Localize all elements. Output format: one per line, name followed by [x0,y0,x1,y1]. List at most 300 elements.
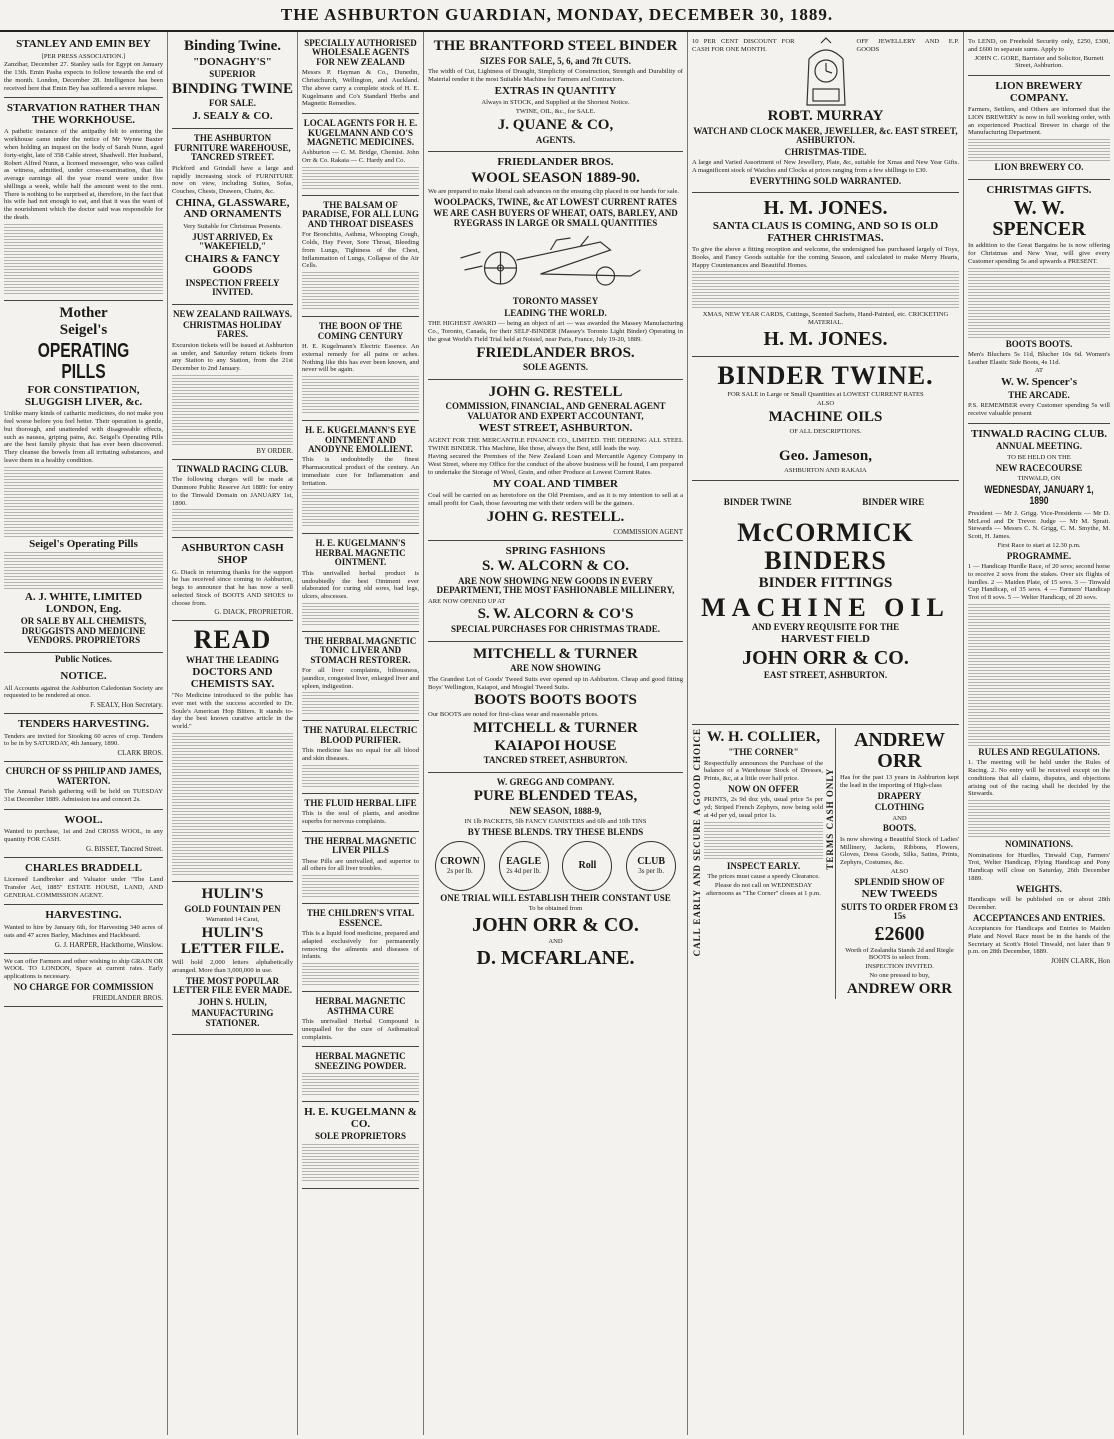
collier-andrew-row [692,725,959,1003]
tenders-ad [4,714,163,762]
fluid-title: THE FLUID HERBAL LIFE [304,797,417,808]
children-ad [302,904,419,992]
magnetic-body: This unrivalled herbal product is undoubtedly the best Ointment ever elaborated for curing old sores, bad legs, ulcers, abscesses. [302,569,419,601]
commission-agent: COMMISSION AGENT [613,527,683,536]
letter-file-title: HULIN'S LETTER FILE. [180,924,285,957]
text-filler [968,800,1110,838]
discount-label: 10 PER CENT DISCOUNT FOR CASH FOR ONE MONTH. [692,38,795,53]
murray-trade: WATCH AND CLOCK MAKER, JEWELLER, &c. EAST STREET, ASHBURTON. [693,125,958,146]
warranted-label: Warranted 14 Carat, [205,916,260,924]
wool-season-title: WOOL SEASON 1889-90. [471,169,640,186]
alcorn-body: ARE NOW SHOWING NEW GOODS IN EVERY DEPARTMENT, THE MOST FASHIONABLE MILLINERY, [436,575,675,596]
alcorn-name: S. W. ALCORN & CO. [481,558,630,575]
sole-proprietors: SOLE PROPRIETORS [314,1131,407,1142]
badge-club-price: 3s per lb. [638,867,665,876]
text-filler [968,268,1110,338]
braddell-body: Licensed Landbroker and Valuator under "The Land Transfer Act, 1885" ESTATE HOUSE, LAND, AND GENERAL COMMISSION AGENT. [4,876,163,899]
christmas-tide: CHRISTMAS-TIDE. [784,146,867,157]
badge-roll [562,841,612,891]
weights-title: WEIGHTS. [1016,883,1062,894]
text-filler [172,805,293,875]
seigel-sub: Seigel's Operating Pills [29,537,138,550]
binding-label: BINDING TWINE [172,80,293,97]
balsam-ad [302,196,419,317]
cash-shop-title: ASHBURTON CASH SHOP [181,542,284,566]
tinwald-meeting-ad [968,424,1110,969]
tea-ad [428,773,683,975]
china-label: CHINA, GLASSWARE, AND ORNAMENTS [175,196,290,221]
letter-file-body: Will hold 2,000 letters alphabetically arranged. More than 3,000,000 in use. [172,959,293,975]
starvation-body: A pathetic instance of the antipathy felt to entering the workhouse came under the notice of Mr Wynne Baxter when holding an inquest on the body of Sarah Nunn, aged forty-eight, late of 358 Cable street, Shadwell. Her husband, Robert Alfred Nunn, a licensed messenger, who was called as witness, admitted, under cross-examination, that his average earnings all the year round were under five shillings a week, while half the amount went to the rent. There is nothing to be surprised at, therefore, in the fact that his wife had not enough to eat, and that it was the want of the nourishment which the doctor said was responsible for the death. [4,128,163,221]
cash-buyers-label: WE ARE CASH BUYERS OF WHEAT, OATS, BARLEY, AND RYEGRASS IN LARGE OR SMALL QUANTITIES [433,208,678,228]
text-filler [302,963,419,985]
tinwald-title: TINWALD RACING CLUB. [971,427,1107,440]
quane-sub: AGENTS. [535,134,576,145]
chairs-label: CHAIRS & FANCY GOODS [184,252,281,277]
snuff-title: HERBAL MAGNETIC SNEEZING POWDER. [314,1051,407,1071]
no-press-label: No one pressed to buy, [869,971,930,979]
seigel-for: FOR CONSTIPATION, SLUGGISH LIVER, &c. [24,384,143,408]
woolpacks-label: WOOLPACKS, TWINE, &c AT LOWEST CURRENT RATES [434,197,677,208]
friedlander-ad [428,152,683,380]
orr-binders-ad [692,481,959,726]
brantford-title: THE BRANTFORD STEEL BINDER [433,38,678,54]
twine-ad [172,34,293,129]
stanley-credit: [PER PRESS ASSOCIATION.] [41,52,126,60]
quane-name: J. QUANE & CO, [497,116,614,133]
starvation-title: STARVATION RATHER THAN THE WORKHOUSE. [6,102,161,126]
furniture-body: Pickford and Grindall have a large and rapidly increasing stock of FURNITURE now on view, including Suites, Sofas, Couches, Chests, Drawers, Chairs, &c. [172,164,293,196]
cash-shop-signature: G. DIACK, PROPRIETOR. [214,608,293,617]
packets-label: IN 1lb PACKETS, 5lb FANCY CANISTERS and 6lb and 10lb TINS [464,818,647,826]
obtained-label: To be obtained from [528,905,583,913]
collier-ad [692,728,836,999]
wool-ad [4,810,163,858]
inspect-label: INSPECT EARLY. [726,860,801,871]
now-opened: ARE NOW OPENED UP AT [428,597,506,605]
wool-season-body: We are prepared to make liberal cash advances on the ensuing clip placed in our hands for sale. [428,188,680,196]
seigel-order: OR SALE BY ALL CHEMISTS, DRUGGISTS AND MEDICINE VENDORS. PROPRIETORS [20,616,147,646]
sealy-name: J. SEALY & CO. [192,109,273,122]
tonic-title: THE HERBAL MAGNETIC TONIC LIVER AND STOMACH RESTORER. [304,635,417,665]
drapery-label: DRAPERY [877,790,922,801]
vertical-call-early: CALL EARLY AND SECURE A GOOD CHOICE [692,728,702,957]
murray-body: A large and Varied Assortment of New Jewellery, Plate, &c, suitable for Xmas and New Year Gifts. A magnificent stock of Watches and Clocks at prices ranging from a few shillings to £30. [692,159,959,174]
binder-wire-label: BINDER WIRE [862,496,925,507]
agents-title: SPECIALLY AUTHORISED WHOLESALE AGENTS FOR NEW ZEALAND [304,38,417,67]
stock-label: Always in STOCK, and Supplied at the Shortest Notice. [481,99,630,107]
balsam-title: THE BALSAM OF PARADISE, FOR ALL LUNG AND THROAT DISEASES [302,199,419,229]
weights-body: Handicaps will be published on or about 28th December. [968,896,1110,911]
badge-club [626,841,676,891]
text-filler [968,676,1110,746]
text-filler [4,224,163,294]
pills-ad [302,832,419,904]
mccormick-title: McCORMICK BINDERS [737,518,914,575]
asthma-title: HERBAL MAGNETIC ASTHMA CURE [315,996,406,1016]
twine-title: Binding Twine. [184,38,281,54]
asthma-ad [302,992,419,1047]
tancred-label: TANCRED STREET, ASHBURTON. [483,755,628,766]
call-label: Please do not call on WEDNESDAY afternoons as "The Corner" closes at 1 p.m. [706,881,821,897]
badge-eagle-name: EAGLE [506,856,542,868]
acceptances-body: Acceptances for Handicaps and Entries to Maiden Plate and Novel Race must be in the hands of the Secretary at Scott's Hotel Tinwald, not later than 9 p.m. on 28th December, 1889. [968,925,1110,956]
church-body: The Annual Parish gathering will be held on TUESDAY 31st December 1889. Admission tea and concert 2s. [4,788,163,803]
text-filler [302,875,419,897]
east-street: EAST STREET, ASHBURTON. [763,669,888,680]
trial-label: ONE TRIAL WILL ESTABLISH THEIR CONSTANT USE [440,892,671,903]
clock-icon [799,37,853,107]
masthead-title: THE ASHBURTON GUARDIAN, MONDAY, DECEMBER 30, 1889. [280,5,834,24]
andrew-name: ANDREW ORR [853,729,946,773]
binder-machine-illustration [428,230,683,290]
nominations-body: Nominations for Hurdles, Tinwald Cup, Farmers' Trot, Welter Handicap, Flying Handicap and Pony Handicap will close on Saturday, 26th December 1889. [968,851,1110,882]
balsam-body: For Bronchitis, Asthma, Whooping Cough, Colds, Hay Fever, Sore Throat, Bleeding from Lungs, Tightness of the Chest, Inflammation of Lungs, Collapse of the Air Cells. [302,231,419,270]
commission-label: COMMISSION, FINANCIAL, AND GENERAL AGENT VALUATOR AND EXPERT ACCOUNTANT, [445,401,666,421]
harvesting-body: Wanted to hire by January 6th, for Harvesting 340 acres of oats and 47 acres Barley, Machines and Hackboard. [4,924,163,939]
rail-body: Excursion tickets will be issued at Ashburton as under, and Saturday return tickets from any Station to any Station, from the 21st December to 2nd January. [172,341,293,373]
grain-no-charge: NO CHARGE FOR COMMISSION [13,981,154,992]
badge-roll-name: Roll [578,860,597,872]
magnetic-title: H. E. KUGELMANN'S HERBAL MAGNETIC OINTMENT. [315,538,406,568]
course-label: NEW RACECOURSE [995,462,1083,473]
spencers-label: W. W. Spencer's [1000,376,1077,389]
column-5 [688,32,964,1435]
text-filler [302,1073,419,1095]
badge-crown-price: 2s per lb. [446,867,473,876]
magnetic-ointment-ad [302,534,419,631]
text-filler [302,272,419,310]
murray-sub: EVERYTHING SOLD WARRANTED. [749,175,902,186]
cash-shop-ad [172,538,293,621]
asthma-body: This unrivalled Herbal Compound is unequalled for the cure of Asthmatical complaints. [302,1018,419,1041]
children-title: THE CHILDREN'S VITAL ESSENCE. [306,908,415,928]
also-label: ALSO [816,400,835,408]
clothing-label: CLOTHING [874,802,925,813]
harvesting-ad [4,905,163,953]
text-filler [172,375,293,445]
restell-name: JOHN G. RESTELL [488,383,623,400]
race-date: WEDNESDAY, JANUARY 1, 1890 [984,483,1094,508]
stanley-body: Zanzibar, December 27. Stanley sails for Egypt on January the 13th. Emin Pasha expects to follow towards the end of the month. London, December 28. Intelligence has been received here that Emin Bey has suffered a severe relapse. [4,61,163,92]
leading-label: LEADING THE WORLD. [504,307,607,318]
hulin-name: JOHN S. HULIN, [198,996,267,1007]
text-filler [692,271,959,309]
cash-shop-body: G. Diack in returning thanks for the support he has received since coming to Ashburton, begs to announce that he has now a well selected Stock of BOOTS AND SHOES to choose from. [172,568,293,607]
kaiapoi-label: KAIAPOI HOUSE [494,737,617,754]
tweeds-label: NEW TWEEDS [861,888,938,901]
popular-label: THE MOST POPULAR LETTER FILE EVER MADE. [172,975,293,996]
railway-ad [172,305,293,460]
tea-badges [428,841,683,891]
collier-name: W. H. COLLIER, [706,729,821,746]
annual-label: ANNUAL MEETING. [995,441,1082,452]
jameson-location: ASHBURTON AND RAKAIA [784,467,867,475]
special-label: SPECIAL PURCHASES FOR CHRISTMAS TRADE. [450,624,661,635]
local-agents [302,114,419,196]
furniture-title: THE ASHBURTON FURNITURE WAREHOUSE, TANCRED STREET. [174,133,291,163]
west-street: WEST STREET, ASHBURTON. [478,422,633,435]
notice-title: NOTICE. [60,670,107,682]
read-sub: WHAT THE LEADING [185,654,280,665]
suits-label: SUITS TO ORDER FROM £3 15s [841,901,958,922]
machine-label: TORONTO MASSEY [512,296,599,307]
programme-title: PROGRAMME. [1006,550,1072,561]
boon-ad [302,317,419,421]
spencer-name: W. W. SPENCER [992,197,1086,241]
harvesting-signature: G. J. HARPER, Hackthorne, Winslow. [54,940,163,949]
rules-title: RULES AND REGULATIONS. [978,746,1100,757]
alcorn-name-2: S. W. ALCORN & CO'S [477,606,634,623]
text-filler [302,603,419,625]
tonic-ad [302,632,419,722]
lion-title: LION BREWERY COMPANY. [995,80,1083,104]
coal-body: Coal will be carried on as heretofore on the Old Premises, and as it is my intention to sell at a small profit for Cash, those favouring me with their orders will be the gainers. [428,492,683,508]
text-filler [968,139,1110,161]
gifts-title: CHRISTMAS GIFTS. [986,183,1092,196]
twine-oil-label: TWINE, OIL, &c., for SALE. [515,108,596,116]
kugelmann-sig [302,1102,419,1189]
coal-title: MY COAL AND TIMBER [493,477,618,490]
text-filler [302,765,419,787]
grain-ad [4,954,163,1008]
badge-eagle-price: 2s 4d per lb. [506,867,541,876]
fittings-label: BINDER FITTINGS [758,574,893,591]
sale-label: FOR SALE in Large or Small Quantities at LOWEST CURRENT RATES [727,391,924,399]
badge-club-name: CLUB [637,856,666,868]
corner-label: "THE CORNER" [728,747,799,758]
santa-label: SANTA CLAUS IS COMING, AND SO IS OLD FATHER CHRISTMAS. [712,220,939,244]
seigel-ad [4,301,163,653]
jones-ad [692,193,959,357]
text-filler [302,376,419,414]
hulin-ad [172,882,293,1035]
rail-sub: CHRISTMAS HOLIDAY FARES. [183,319,282,340]
boots-label: BOOTS. [882,823,917,834]
church-title: CHURCH OF SS PHILIP AND JAMES, WATERTON. [5,766,162,786]
binder-twine-title: BINDER TWINE. [717,360,934,390]
notice-body: All Accounts against the Ashburton Caledonian Society are requested to be rendered at once. [4,684,163,700]
mitchell-name: MITCHELL & TURNER [473,645,638,662]
text-filler [302,692,419,714]
tinwald-charges-body: The following charges will be made at Dunmore Public Reserve Art 1889: for entry to the Tinwald Domain on JANUARY 1st, 1890. [172,476,293,507]
lion-body: Farmers, Settlers, and Others are informed that the LION BREWERY is now in full working order, with an experienced Practical Brewer in charge of the Manufacturing Department. [968,106,1110,137]
china-sub: Very Suitable for Christmas Presents. [183,222,282,230]
notice-signature: F. SEALY, Hon Secretary. [90,701,163,710]
boon-body: H. E. Kugelmann's Electric Essence. An external remedy for all pains or aches. Nothing like this has ever been known, and never will be again. [302,343,419,374]
public-notices-heading: Public Notices. [55,653,112,664]
extras-label: EXTRAS IN QUANTITY [494,84,617,97]
inspection-label: INSPECTION FREELY INVITED. [185,277,280,298]
vertical-terms-cash: TERMS CASH ONLY [825,768,835,870]
jones-name-2: H. M. JONES. [763,327,888,350]
invited-label: INSPECTION INVITED. [865,963,934,971]
restell-name-2: JOHN G. RESTELL. [486,508,625,525]
descriptions-label: OF ALL DESCRIPTIONS. [789,427,862,435]
column-3 [298,32,424,1435]
rail-title: NEW ZEALAND RAILWAYS. [173,308,292,319]
rules-body: 1. The meeting will be held under the Rules of Racing. 2. No entry will be received except on the conditions that all claims, disputes, and objections arising out of the racing shall be decided by the Stewards. [968,759,1110,798]
bottom-two-ads [692,728,959,999]
text-filler [968,604,1110,674]
badge-crown-name: CROWN [440,856,480,868]
superior-label: SUPERIOR [209,69,256,80]
tenders-signature: CLARK BROS. [117,749,163,758]
stanley-title: STANLEY AND EMIN BEY [16,38,151,50]
text-filler [4,467,163,537]
local-body: Ashburton — C. M. Bridge, Chemist. John Orr & Co. Rakaia — C. Hardy and Co. [302,149,419,165]
starvation-article [4,98,163,300]
spacer [692,682,959,720]
seigel-title: OPERATING PILLS [37,340,130,384]
jameson-name: Geo. Jameson, [779,448,872,465]
jones-body: To give the above a fitting reception and welcome, the undersigned has purchased largely of Toys, Books, and Fancy Goods suitable for the coming Season, and calculated to make Merry Hearts, Happy Countenances and Beautiful Homes. [692,246,959,269]
donaghy-label: "DONAGHY'S" [193,55,272,68]
eye-title: H. E. KUGELMANN'S EYE OINTMENT AND ANODYNE EMOLLIENT. [305,425,416,454]
kugelmann-name: H. E. KUGELMANN & CO. [304,1106,417,1130]
seigel-body: Unlike many kinds of cathartic medicines, do not make you feel worse before you feel better. Their operation is gentle, but thorough, and unattended with disagreeable effects, such as nausea, griping pains, &c. Seigel's Operating Pills are the best family physic that has ever been discovered. They cleanse the bowels from all irritating substances, and leave them in a healthy condition. [4,410,163,464]
worth-amount: £2600 [874,922,925,945]
seigel-brand: Seigel's [59,322,108,339]
text-filler [704,822,823,860]
on-offer-label: NOW ON OFFER [728,783,799,794]
restell-body: AGENT FOR THE MERCANTILE FINANCE CO., LIMITED. THE DEERING ALL STEEL TWINE BINDER. This Machine, like those, always the Best, still leads the way. [428,436,683,452]
grain-body: We can offer Farmers and other wishing to ship GRAIN OR WOOL TO LONDON, Space at current rates. Early applications is necessary. [4,957,163,981]
tonic-body: For all liver complaints, biliousness, jaundice, congested liver, enlarged liver and spleen, indigestion. [302,667,419,690]
seigel-name: Mother [59,304,108,321]
clerk-signature: JOHN CLARK, Hon [1051,957,1110,966]
machine-oil-title: MACHINE OIL [701,592,950,622]
for-sale-label: FOR SALE. [208,98,256,109]
sole-agents: SOLE AGENTS. [522,362,589,373]
splendid-label: SPLENDID SHOW OF [854,876,945,887]
rail-signature: BY ORDER. [256,446,293,455]
murray-ad [692,34,959,193]
lend-ad [968,34,1110,76]
kugelmann-agents [302,34,419,114]
lend-body: To LEND, on Freehold Security only, £250, £300, and £600 in separate sums. Apply to [968,38,1110,53]
seigel-agent: A. J. WHITE, LIMITED LONDON, Eng. [24,591,143,615]
and-label: AND [892,814,907,822]
having-body: Having secured the Premises of the New Zealand Loan and Mercantile Agency Company in West Street, where my Office for the conduct of the above business will be found, I am prepared to undertake the Storage of Wool, Grain, and other Produce at Lowest Current Rates. [428,453,683,476]
local-title: LOCAL AGENTS FOR H. E. KUGELMANN AND CO'S MAGNETIC MEDICINES. [303,118,418,148]
and-label: AND [548,937,563,945]
stanley-article [4,34,163,98]
boots-body: Our BOOTS are noted for first-class wear and reasonable prices. [428,711,599,719]
mitchell-body: The Grandest Lot of Goods' Tweed Suits ever opened up in Ashburton. Cheap and good fitting Boys' Wellington, Kaiapoi, and Mosgiel Tweed Suits. [428,675,683,691]
spencer-ad [968,180,1110,424]
showing-label: ARE NOW SHOWING [510,663,601,674]
text-filler [172,509,293,531]
new-season-label: NEW SEASON, 1888-9, [509,806,602,817]
ladies-body: Is now showing a Beautiful Stock of Ladies' Millinery, Jackets, Ribbons, Flowers, Gloves, Dress Goods, Silks, Satins, Prints, Zephyrs, Costumes, &c. [840,835,959,867]
text-filler [302,1144,419,1182]
column-2 [168,32,298,1435]
eye-ointment-ad [302,421,419,534]
masthead [0,0,1114,32]
eye-body: This is undoubtedly the finest Pharmaceutical product of the century. An immediate cure for Inflammation and Irritation. [302,456,419,487]
column-1 [0,32,168,1435]
acceptances-title: ACCEPTANCES AND ENTRIES. [972,912,1106,923]
brantford-body: The width of Cut, Lightness of Draught, Simplicity of Construction, Strength and Durability of Material render it the most Suitable Machine for Farmers and Contractors. [428,68,683,83]
lion-brewery-ad [968,76,1110,180]
jones-name: H. M. JONES. [763,197,888,220]
xmas-cards: XMAS, NEW YEAR CARDS, Cuttings, Scented Sachets, Hand-Painted, etc. CRICKETING MATERIAL. [702,311,949,327]
gore-name: JOHN C. GORE, Barrister and Solicitor, Burnett Street, Ashburton. [974,54,1104,70]
spencer-boots: BOOTS BOOTS. [1005,338,1073,349]
jewellery-label: OFF JEWELLERY AND E.P. GOODS [856,38,959,53]
binder-row [692,496,959,509]
fluid-ad [302,794,419,832]
first-race: First Race to start at 12.30 p.m. [997,541,1081,549]
snuff-ad [302,1047,419,1102]
brantford-sizes: SIZES FOR SALE, 5, 6, and 7ft CUTS. [480,55,631,66]
grain-signature: FRIEDLANDER BROS. [92,994,163,1003]
andrew-body: Has for the past 13 years in Ashburton kept the lead in the importing of High-class [840,774,959,790]
manufacturing-label: MANUFACTURING STATIONER. [191,1008,274,1028]
andrew-orr-ad [840,728,959,999]
nominations-title: NOMINATIONS. [1004,839,1074,850]
alcorn-ad [428,541,683,642]
text-filler [4,552,163,590]
mitchell-name-2: MITCHELL & TURNER [473,719,638,736]
braddell-ad [4,858,163,906]
gold-pen-label: GOLD FOUNTAIN PEN [184,903,281,914]
binder-twine-label: BINDER TWINE [723,496,792,507]
andrew-name-2: ANDREW ORR [846,980,953,997]
harvesting-title: HARVESTING. [45,909,122,922]
tinwald-charges-title: TINWALD RACING CLUB. [176,463,289,474]
on-offer-body: PRINTS, 2s 9d doz yds, usual price 5s per yd; Striped French Zephyrs, now being sold at 4d per yd, usual price 1s. [704,796,823,819]
fluid-body: This is the soul of plants, and anodine superbs for nervous complaints. [302,810,419,826]
prices-label: The prices must cause a speedy Clearance. [707,872,820,880]
braddell-title: CHARLES BRADDELL [24,861,143,874]
every-label: AND EVERY REQUISITE FOR THE [751,621,900,632]
tenders-body: Tenders are invited for Stooking 60 acres of crop. Tenders to be in by SATURDAY, 4th January, 1890. [4,732,163,748]
boots-banner: BOOTS BOOTS BOOTS [474,692,637,709]
fried-agents: FRIEDLANDER BROS. [476,344,635,361]
text-filler [302,167,419,189]
tinwald-charges-ad [172,460,293,539]
pure-teas-title: PURE BLENDED TEAS, [473,788,638,805]
wool-title: WOOL. [64,813,103,826]
arrived-label: JUST ARRIVED, Ex "WAKEFIELD," [192,231,273,252]
text-filler [172,733,293,803]
spencer-boots-body: Men's Bluchers 5s 11d, Blucher 10s 6d. Women's Leather Elastic Side Boots, 4s 11d. [968,350,1110,366]
lion-signature: LION BREWERY CO. [994,162,1084,173]
mcfarlane-label: D. MCFARLANE. [476,946,635,969]
wool-body: Wanted to purchase, 1st and 2nd CROSS WOOL, in any quantity FOR CASH. [4,828,163,843]
hop-bitters-ad [172,621,293,882]
officers-body: President — Mr J. Grigg. Vice-Presidents — Mr D. McLeod and Dr Trevor. Judge — Mr M. Spratt. Stewards — Messrs C. N. Grigg, C. M. Smythe, M. Scott, H. James. [968,509,1110,541]
john-orr-label: JOHN ORR & CO. [472,913,639,936]
church-ad [4,762,163,809]
worth-body: Worth of Zealandia Stands 2d and Riegle BOOTS to select from. [845,946,954,962]
badge-eagle [499,841,549,891]
notice-ad [4,666,163,714]
murray-header [692,37,959,107]
orr-name: JOHN ORR & CO. [742,646,909,669]
collier-body: Respectfully announces the Purchase of the balance of a Warehouse Stock of Dresses, Prints, &c, at a little over half price. [704,759,823,783]
tenders-title: TENDERS HARVESTING. [17,718,150,731]
fried-title: FRIEDLANDER BROS. [497,155,614,168]
read-title: READ [193,625,272,655]
harvest-label: HARVEST FIELD [781,633,870,646]
blood-title: THE NATURAL ELECTRIC BLOOD PURIFIER. [303,725,418,745]
hulins-title: HULIN'S [201,886,264,902]
boon-title: THE BOON OF THE COMING CENTURY [317,321,404,341]
machine-oils-title: MACHINE OILS [768,408,883,425]
